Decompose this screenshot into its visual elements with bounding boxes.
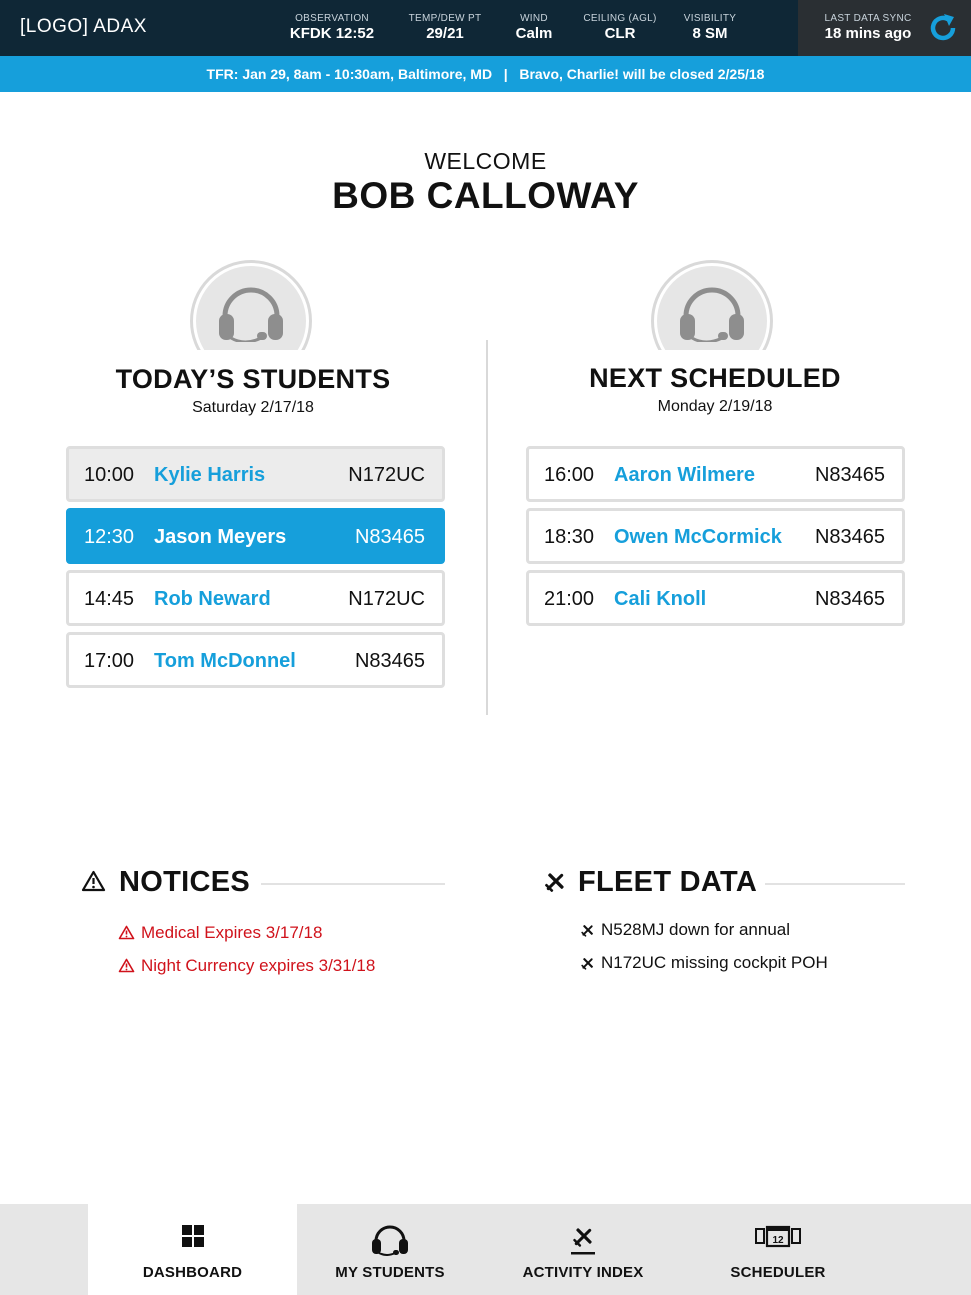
scheduled-row[interactable] [526,570,905,626]
student-row-selected[interactable] [66,508,445,564]
takeoff-icon [568,1224,598,1256]
fleet-header [543,866,905,900]
user-name: BOB CALLOWAY [332,175,639,216]
sync-label: LAST DATA SYNC [824,13,912,24]
row-time: 18:30 [544,526,595,548]
notice-text: Night Currency expires 3/31/18 [141,956,376,975]
tab-dashboard[interactable] [88,1204,297,1295]
welcome-block [0,148,971,217]
tab-scheduler-label: SCHEDULER [730,1264,826,1281]
row-time: 16:00 [544,464,595,486]
row-time: 17:00 [84,650,135,672]
airplane-icon [580,923,595,938]
wind-label: WIND [520,13,548,24]
sync-value: 18 mins ago [824,25,912,42]
scheduled-row[interactable] [526,446,905,502]
dashboard-icon [181,1224,205,1248]
scheduled-row[interactable] [526,508,905,564]
tfr-banner: TFR: Jan 29, 8am - 10:30am, Baltimore, MD | Bravo, Charlie! will be closed 2/25/18 [0,56,971,92]
row-time: 12:30 [84,526,135,548]
temp-value: 29/21 [426,25,464,42]
fleet-text: N172UC missing cockpit POH [601,953,828,972]
row-tail-number: N83465 [814,588,885,610]
notice-text: Medical Expires 3/17/18 [141,923,323,942]
today-heading [63,364,443,417]
calendar-day: 12 [772,1235,784,1246]
headset-icon [371,1224,409,1256]
observation-readout [282,13,382,42]
visibility-readout [676,13,744,42]
visibility-value: 8 SM [692,25,728,42]
ceiling-value: CLR [604,25,636,42]
app-logo[interactable]: [LOGO] ADAX [20,16,147,37]
row-student-name[interactable]: Kylie Harris [154,464,266,486]
observation-label: OBSERVATION [295,13,369,24]
next-title: NEXT SCHEDULED [589,363,841,393]
next-avatar [651,260,773,350]
today-title: TODAY’S STUDENTS [115,364,391,394]
row-tail-number: N172UC [348,464,425,486]
notices-title: NOTICES [119,866,250,898]
tab-activity-index-label: ACTIVITY INDEX [522,1264,644,1281]
headset-icon [678,282,746,342]
sync-readout [798,13,938,42]
visibility-label: VISIBILITY [683,13,737,24]
notices-rule [261,883,445,885]
notices-header [81,866,445,900]
airplane-icon [543,870,567,894]
today-date: Saturday 2/17/18 [192,399,314,416]
calendar-icon [755,1224,801,1248]
fleet-title: FLEET DATA [578,866,758,898]
tab-my-students-label: MY STUDENTS [335,1264,445,1281]
row-time: 21:00 [544,588,595,610]
tab-scheduler[interactable] [683,1204,873,1295]
data-sync [798,0,971,56]
ceiling-label: CEILING (AGL) [583,13,657,24]
student-row[interactable] [66,446,445,502]
bottom-nav [0,1204,971,1295]
fleet-text: N528MJ down for annual [601,920,791,939]
row-tail-number: N83465 [354,650,425,672]
refresh-icon[interactable] [927,12,959,44]
row-tail-number: N172UC [348,588,425,610]
row-student-name[interactable]: Jason Meyers [154,526,287,548]
row-student-name[interactable]: Tom McDonnel [154,650,296,672]
wind-value: Calm [515,25,553,42]
student-row[interactable] [66,570,445,626]
warning-icon [118,925,135,940]
row-student-name[interactable]: Owen McCormick [614,526,782,548]
row-time: 10:00 [84,464,135,486]
today-avatar [190,260,312,350]
row-student-name[interactable]: Cali Knoll [614,588,707,610]
tab-activity-index[interactable] [483,1204,683,1295]
next-date: Monday 2/19/18 [657,398,773,415]
row-time: 14:45 [84,588,135,610]
row-student-name[interactable]: Aaron Wilmere [614,464,755,486]
student-row[interactable] [66,632,445,688]
column-divider [486,340,488,715]
top-bar [0,0,971,56]
row-student-name[interactable]: Rob Neward [154,588,271,610]
observation-value: KFDK 12:52 [289,25,375,42]
next-heading [525,363,905,416]
tab-my-students[interactable] [297,1204,483,1295]
welcome-label: WELCOME [424,148,547,174]
fleet-rule [765,883,905,885]
ceiling-readout [575,13,665,42]
warning-icon [118,958,135,973]
temp-readout [400,13,490,42]
row-tail-number: N83465 [354,526,425,548]
temp-label: TEMP/DEW PT [408,13,482,24]
airplane-icon [580,956,595,971]
row-tail-number: N83465 [814,464,885,486]
tab-dashboard-label: DASHBOARD [142,1264,243,1281]
headset-icon [217,282,285,342]
warning-icon [81,870,106,892]
row-tail-number: N83465 [814,526,885,548]
wind-readout [503,13,565,42]
